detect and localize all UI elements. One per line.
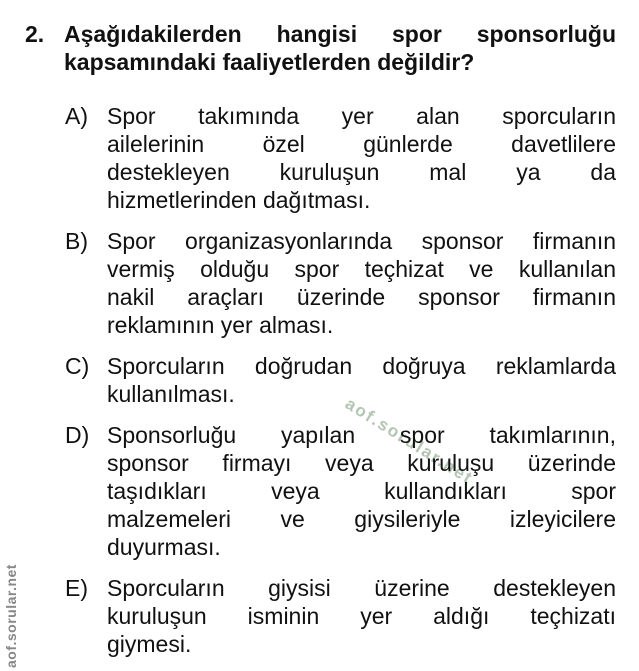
question-line-1: Aşağıdakilerden hangisi spor sponsorluğu [64,21,616,47]
option-E [65,574,616,658]
question-block [25,20,616,76]
option-letter: A) [65,103,88,129]
option-B [65,227,616,339]
option-line: destekleyen kuruluşun mal ya da [107,159,616,185]
option-letter: D) [65,422,90,448]
option-line: Spor organizasyonlarında sponsor firmanın [107,228,616,254]
option-line: sponsor firmayı veya kuruluşu üzerinde [107,450,616,476]
option-text [107,102,616,214]
option-line: malzemeleri ve giysileriyle izleyicilere [107,506,616,532]
option-line: nakil araçları üzerinde sponsor firmanın [107,284,616,310]
question-line-2 [64,48,616,76]
option-text [107,421,616,561]
option-line: taşıdıkları veya kullandıkları spor [107,478,616,504]
option-text [107,574,616,658]
option-A [65,102,616,214]
option-C [65,352,616,408]
option-line: giymesi. [107,631,192,657]
option-line: hizmetlerinden dağıtması. [107,187,371,213]
option-line: ailelerinin özel günlerde davetlilere [107,131,616,157]
question-underlined-word: değildir [377,49,460,76]
question-text [64,20,616,76]
option-line: Sporcuların giysisi üzerine destekleyen [107,575,616,601]
option-line: reklamının yer alması. [107,312,334,338]
option-line: kuruluşun isminin yer aldığı teçhizatı [107,603,616,629]
watermark-left-vertical: aof.sorular.net [3,564,19,668]
options-list [65,102,616,658]
option-letter: E) [65,575,88,601]
option-letter: C) [65,353,90,379]
option-line: vermiş olduğu spor teçhizat ve kullanılan [107,256,616,282]
option-line: Sporcuların doğrudan doğruya reklamlarda [107,353,616,379]
option-line: Spor takımında yer alan sporcuların [107,103,616,129]
question-line-2-end: ? [460,49,475,75]
option-letter: B) [65,228,88,254]
option-text [107,227,616,339]
option-line: kullanılması. [107,381,235,407]
option-text [107,352,616,408]
watermark-diagonal: aof.sorular.net [341,394,477,489]
option-D [65,421,616,561]
question-number: 2. [25,21,45,47]
option-line: duyurması. [107,534,221,560]
question-line-2-start: kapsamındaki faaliyetlerden [64,49,378,75]
option-line: Sponsorluğu yapılan spor takımlarının, [107,422,616,448]
